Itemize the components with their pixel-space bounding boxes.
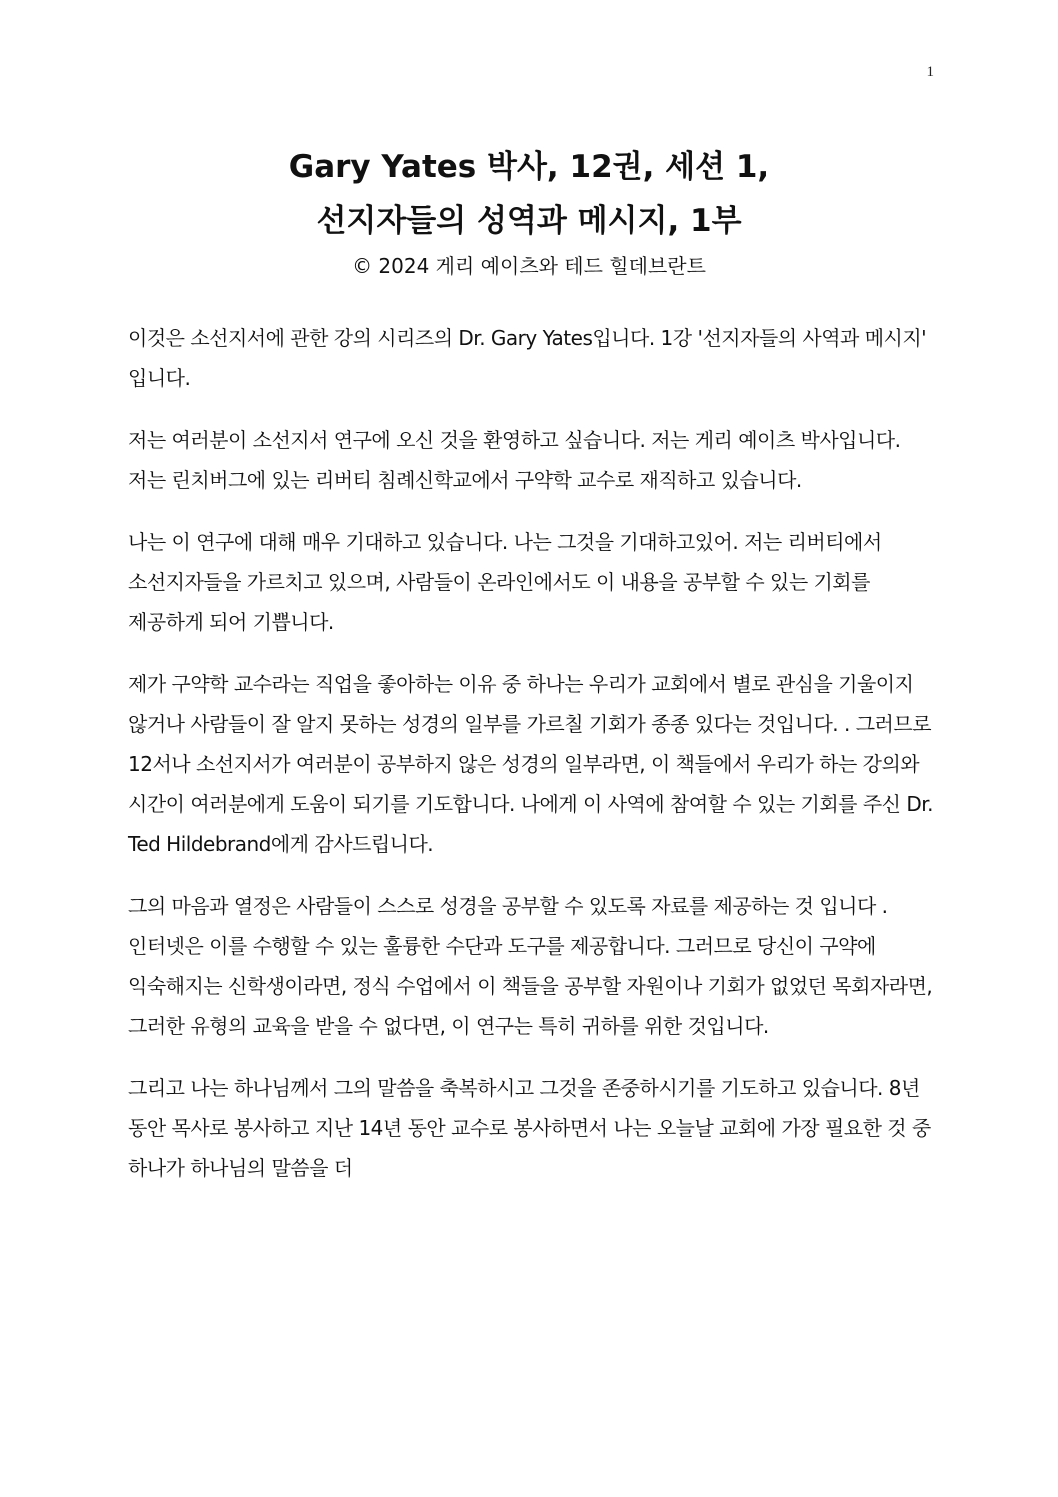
paragraph: 저는 여러분이 소선지서 연구에 오신 것을 환영하고 싶습니다. 저는 게리 예이츠 박사입니다. 저는 린치버그에 있는 리버티 침례신학교에서 구약학 교수로 재직하고 있습니다. xyxy=(128,428,901,492)
document-body xyxy=(128,318,938,1210)
paragraph: 그의 마음과 열정은 사람들이 스스로 성경을 공부할 수 있도록 자료를 제공하는 것 입니다 . 인터넷은 이를 수행할 수 있는 훌륭한 수단과 도구를 제공합니다. 그러므로 당신이 구약에 익숙해지는 신학생이라면, 정식 수업에서 이 책들을 공부할 자원이나 기회가 없었던 목회자라면, 그러한 유형의 교육을 받을 수 없다면, 이 연구는 특히 귀하를 위한 것입니다. xyxy=(128,894,933,1038)
page-number: 1 xyxy=(926,64,934,80)
paragraph: 그리고 나는 하나님께서 그의 말씀을 축복하시고 그것을 존중하시기를 기도하고 있습니다. 8년 동안 목사로 봉사하고 지난 14년 동안 교수로 봉사하면서 나는 오늘날 교회에 가장 필요한 것 중 하나가 하나님의 말씀을 더 xyxy=(128,1076,931,1180)
document-title-line-2: 선지자들의 성역과 메시지, 1부 xyxy=(316,203,742,239)
document-title-line-1: Gary Yates 박사, 12권, 세션 1, xyxy=(288,149,770,185)
copyright-notice: © 2024 게리 예이츠와 테드 힐데브란트 xyxy=(352,254,706,278)
document-header xyxy=(0,140,1058,282)
paragraph: 이것은 소선지서에 관한 강의 시리즈의 Dr. Gary Yates입니다. 1강 '선지자들의 사역과 메시지' 입니다. xyxy=(128,326,927,390)
paragraph: 나는 이 연구에 대해 매우 기대하고 있습니다. 나는 그것을 기대하고있어. 저는 리버티에서 소선지자들을 가르치고 있으며, 사람들이 온라인에서도 이 내용을 공부할 수 있는 기회를 제공하게 되어 기쁩니다. xyxy=(128,530,882,634)
paragraph: 제가 구약학 교수라는 직업을 좋아하는 이유 중 하나는 우리가 교회에서 별로 관심을 기울이지 않거나 사람들이 잘 알지 못하는 성경의 일부를 가르칠 기회가 종종 있다는 것입니다. . 그러므로 12서나 소선지서가 여러분이 공부하지 않은 성경의 일부라면, 이 책들에서 우리가 하는 강의와 시간이 여러분에게 도움이 되기를 기도합니다. 나에게 이 사역에 참여할 수 있는 기회를 주신 Dr. Ted Hildebrand에게 감사드립니다. xyxy=(128,672,933,856)
